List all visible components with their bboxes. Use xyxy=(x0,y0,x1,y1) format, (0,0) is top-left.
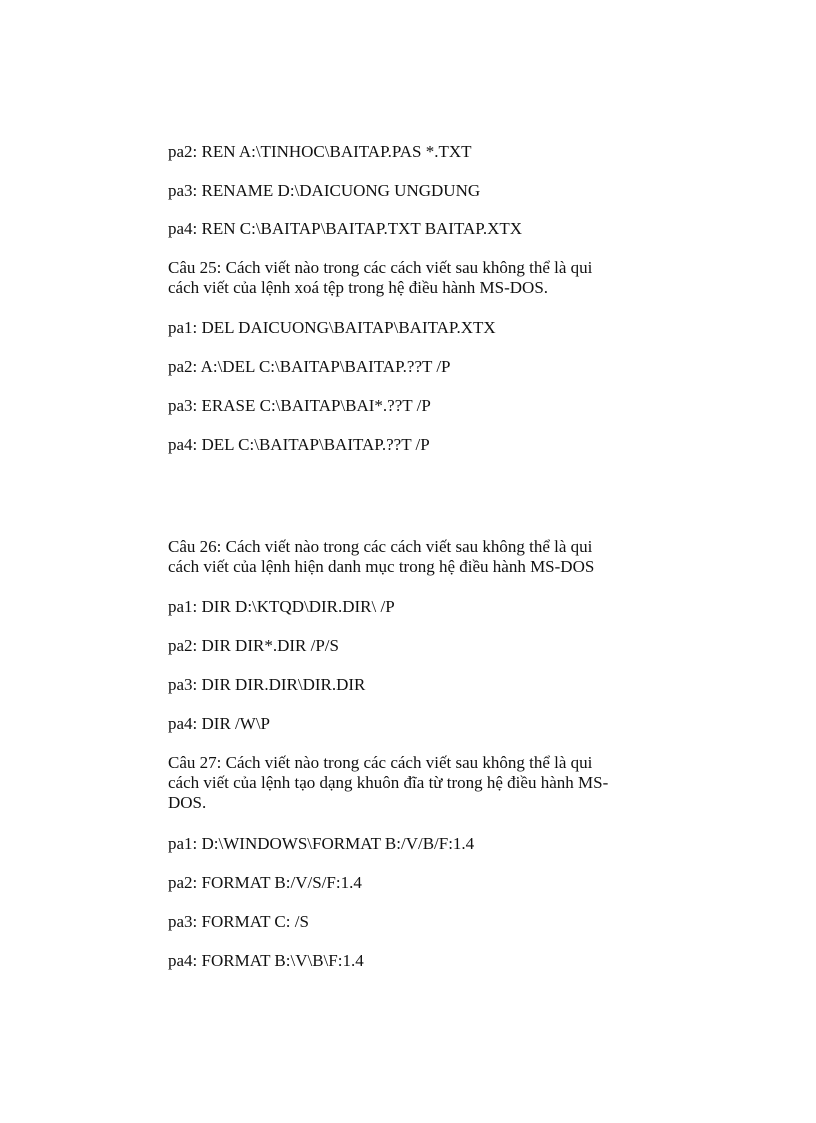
question-text: cách viết của lệnh xoá tệp trong hệ điều hành MS-DOS. xyxy=(168,278,549,297)
question-text: Câu 25: Cách viết nào trong các cách viết sau không thể là qui xyxy=(168,258,593,277)
question-25 xyxy=(168,258,668,298)
answer-option-pa3: pa3: FORMAT C: /S xyxy=(168,912,309,931)
question-text: cách viết của lệnh hiện danh mục trong hệ điều hành MS-DOS xyxy=(168,557,595,576)
answer-option-pa2: pa2: A:\DEL C:\BAITAP\BAITAP.??T /P xyxy=(168,357,451,376)
answer-option-pa3: pa3: ERASE C:\BAITAP\BAI*.??T /P xyxy=(168,396,431,415)
answer-option-pa2: pa2: DIR DIR*.DIR /P/S xyxy=(168,636,339,655)
question-26 xyxy=(168,537,668,577)
question-text: DOS. xyxy=(168,793,207,812)
answer-option-pa4: pa4: DIR /W\P xyxy=(168,714,270,733)
question-27 xyxy=(168,753,668,813)
answer-option-pa3: pa3: DIR DIR.DIR\DIR.DIR xyxy=(168,675,366,694)
answer-option-pa2: pa2: FORMAT B:/V/S/F:1.4 xyxy=(168,873,362,892)
document-page xyxy=(168,0,668,1123)
answer-option-pa1: pa1: DIR D:\KTQD\DIR.DIR\ /P xyxy=(168,597,395,616)
answer-option-pa2: pa2: REN A:\TINHOC\BAITAP.PAS *.TXT xyxy=(168,142,472,161)
answer-option-pa4: pa4: REN C:\BAITAP\BAITAP.TXT BAITAP.XTX xyxy=(168,219,523,238)
answer-option-pa3: pa3: RENAME D:\DAICUONG UNGDUNG xyxy=(168,181,481,200)
answer-option-pa1: pa1: DEL DAICUONG\BAITAP\BAITAP.XTX xyxy=(168,318,496,337)
question-text: cách viết của lệnh tạo dạng khuôn đĩa từ trong hệ điều hành MS- xyxy=(168,773,609,792)
question-text: Câu 27: Cách viết nào trong các cách viết sau không thể là qui xyxy=(168,753,593,772)
question-text: Câu 26: Cách viết nào trong các cách viết sau không thể là qui xyxy=(168,537,593,556)
answer-option-pa4: pa4: FORMAT B:\V\B\F:1.4 xyxy=(168,951,364,970)
answer-option-pa1: pa1: D:\WINDOWS\FORMAT B:/V/B/F:1.4 xyxy=(168,834,475,853)
answer-option-pa4: pa4: DEL C:\BAITAP\BAITAP.??T /P xyxy=(168,435,430,454)
